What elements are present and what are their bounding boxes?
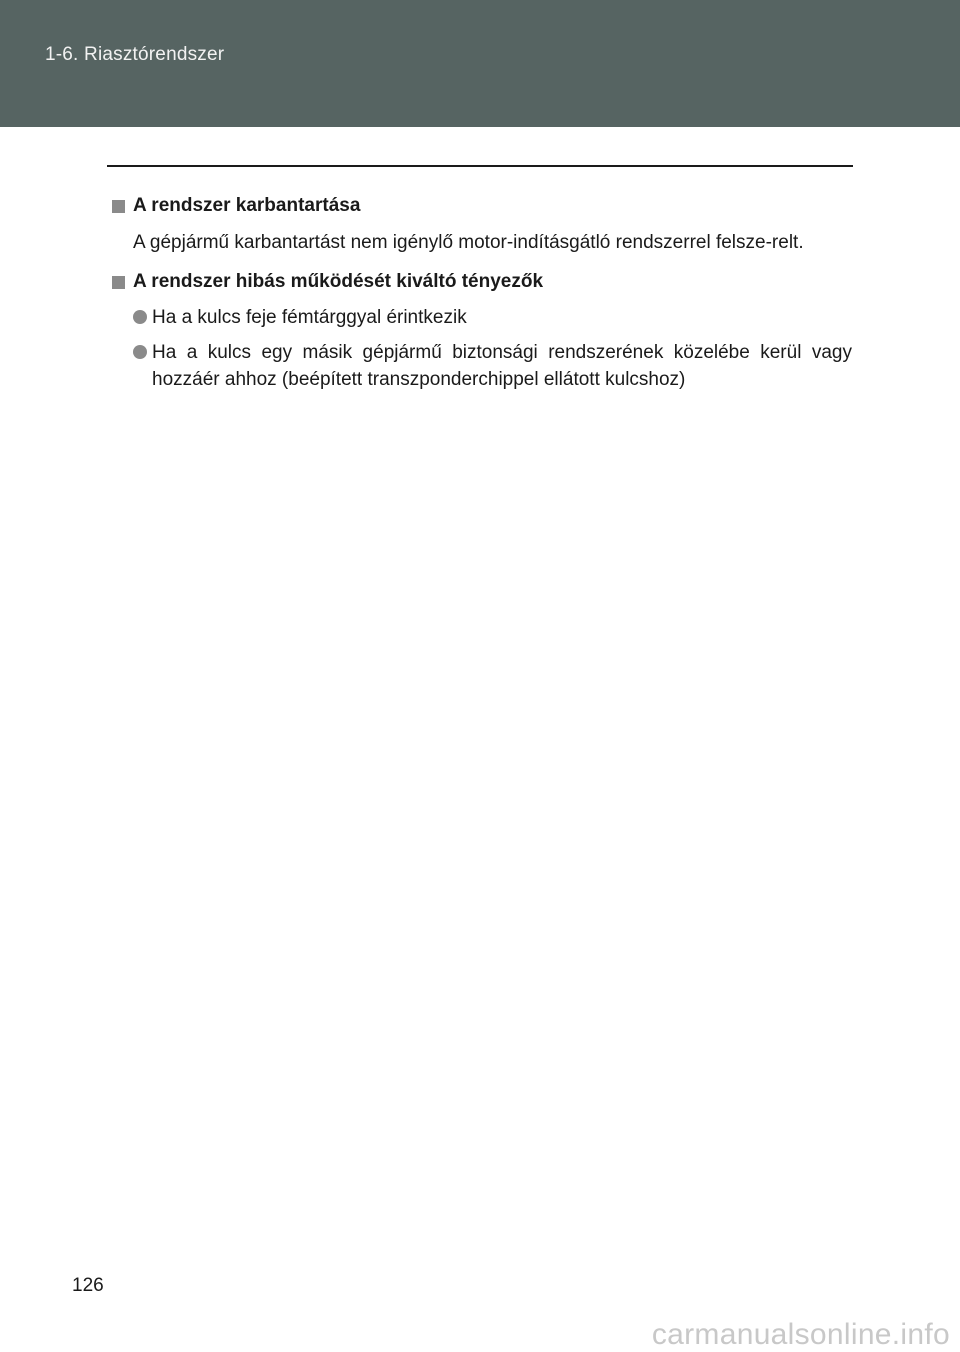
list-item-text: Ha a kulcs feje fémtárggyal érintkezik xyxy=(152,307,467,328)
section-heading-malfunction xyxy=(112,269,852,295)
list-item-text: Ha a kulcs egy másik gépjármű biztonsági rendszerének közelébe kerül vagy hozzáér ahhoz (beépített transzponderchippel ellátott kulcshoz) xyxy=(152,342,852,390)
page-number: 126 xyxy=(72,1275,104,1296)
maintenance-paragraph: A gépjármű karbantartást nem igénylő motor-indításgátló rendszerrel felsze-relt. xyxy=(133,232,804,253)
header-band xyxy=(0,0,960,127)
circle-bullet-icon xyxy=(133,310,147,324)
square-bullet-icon xyxy=(112,276,125,289)
heading-text: A rendszer karbantartása xyxy=(133,195,361,216)
circle-bullet-icon xyxy=(133,345,147,359)
section-heading-maintenance xyxy=(112,193,852,219)
square-bullet-icon xyxy=(112,200,125,213)
section-title: 1-6. Riasztórendszer xyxy=(45,44,225,65)
list-item xyxy=(112,339,852,393)
heading-text: A rendszer hibás működését kiváltó tényezők xyxy=(133,271,544,292)
watermark: carmanualsonline.info xyxy=(651,1318,950,1351)
page-content xyxy=(112,193,852,401)
list-item xyxy=(112,304,852,331)
top-divider xyxy=(107,165,853,167)
